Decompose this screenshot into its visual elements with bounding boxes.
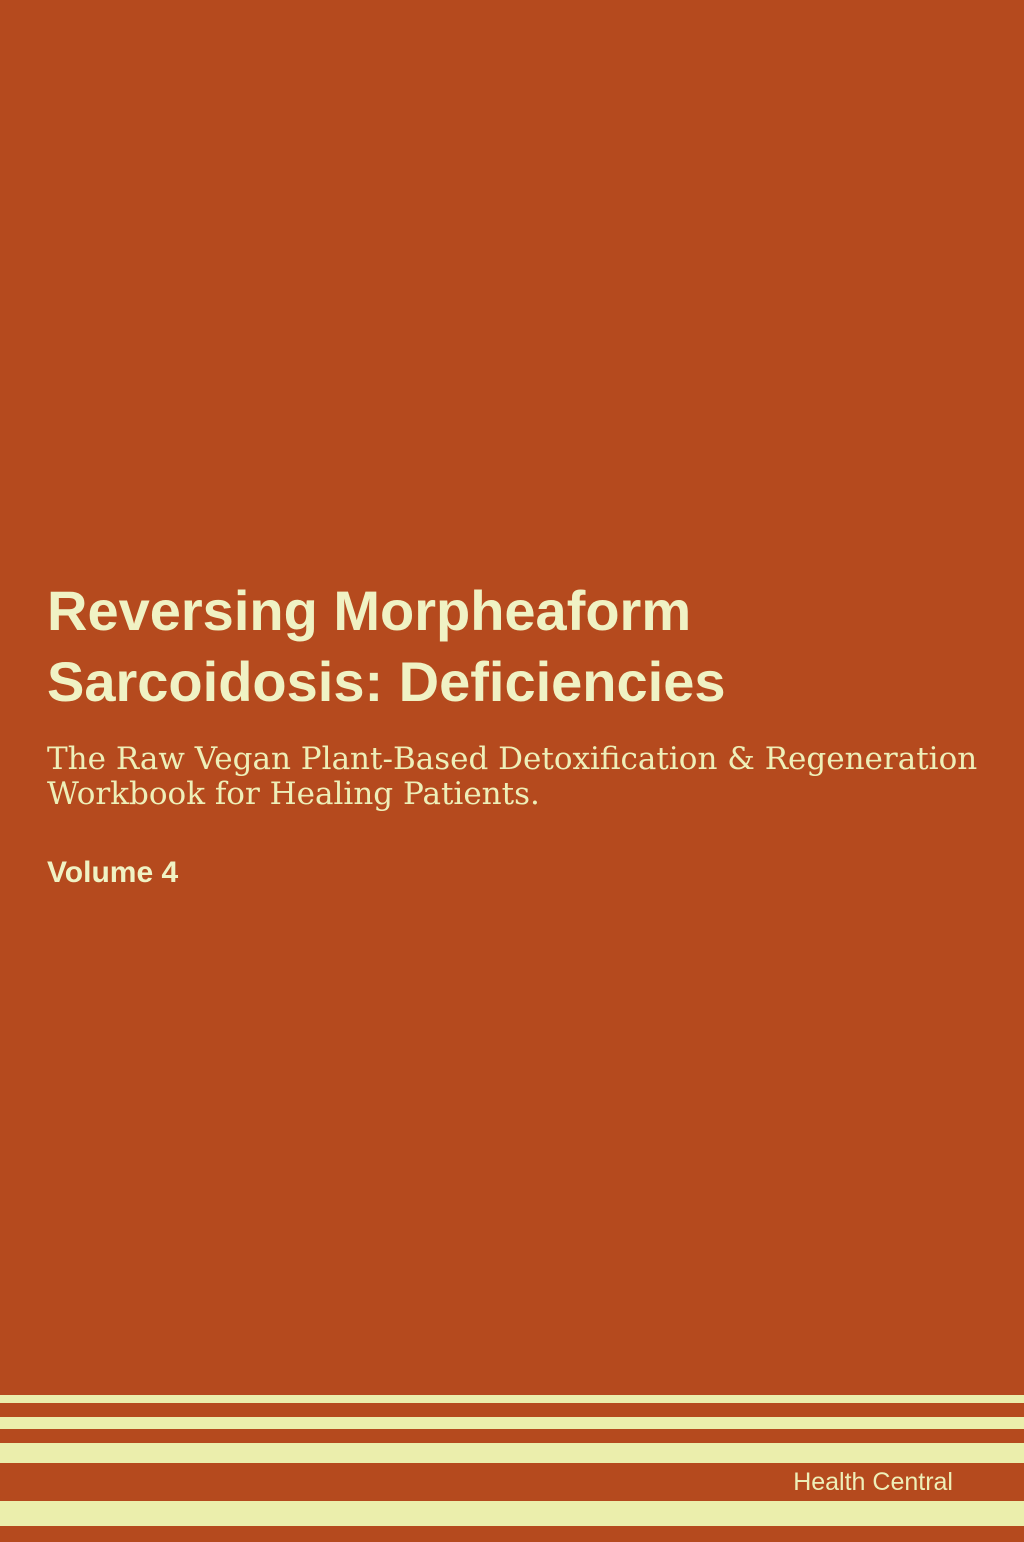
volume-label: Volume 4 — [47, 856, 179, 889]
bottom-stripe-3 — [0, 1443, 1024, 1463]
book-subtitle — [47, 742, 977, 812]
bottom-stripe-2 — [0, 1417, 1024, 1429]
book-title-line-2: Sarcoidosis: Deficiencies — [47, 650, 726, 713]
book-subtitle-line-1: The Raw Vegan Plant-Based Detoxification & Regeneration — [47, 741, 978, 777]
book-subtitle-line-2: Workbook for Healing Patients. — [47, 776, 540, 812]
book-title-line-1: Reversing Morpheaform — [47, 579, 692, 642]
book-title — [47, 575, 726, 717]
publisher-name: Health Central — [793, 1468, 953, 1496]
bottom-stripe-4 — [0, 1501, 1024, 1526]
bottom-stripe-1 — [0, 1395, 1024, 1403]
